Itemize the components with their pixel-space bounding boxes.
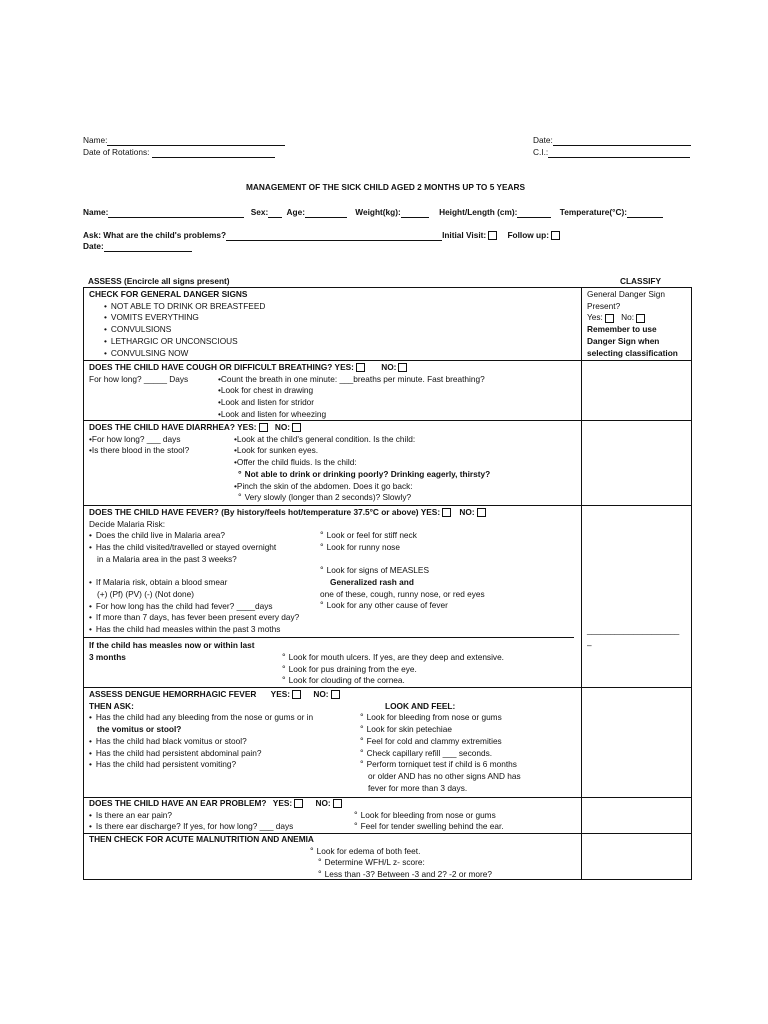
ear-looks [354, 810, 504, 833]
blood-smear-options: (+) (Pf) (PV) (-) (Not done) [97, 588, 195, 599]
fever-classify-dash: – [587, 640, 592, 650]
measles-look: ° Look for mouth ulcers. If yes, are they deep and extensive. [282, 652, 504, 664]
classify-text: General Danger Sign [587, 289, 665, 299]
ci-label: C.I.: [533, 147, 690, 158]
ear-no-checkbox[interactable] [333, 799, 342, 808]
danger-item: • CONVULSING NOW [104, 348, 265, 360]
malaria-risk: Decide Malaria Risk: [89, 518, 166, 529]
spacer [320, 553, 485, 565]
danger-title: CHECK FOR GENERAL DANGER SIGNS [89, 289, 248, 299]
ear-look: ° Look for bleeding from nose or gums [354, 810, 504, 822]
classify-text: selecting classification [587, 347, 678, 358]
row-divider [84, 687, 691, 688]
assess-header: ASSESS (Encircle all signs present) [88, 276, 230, 286]
name-blank[interactable] [107, 136, 285, 146]
temperature-blank[interactable] [627, 208, 663, 218]
dengue-section [89, 689, 340, 771]
cough-look: •Look and listen for stridor [218, 397, 315, 408]
diarrhea-look: •Offer the child fluids. Is the child: [234, 457, 357, 468]
dengue-no-checkbox[interactable] [331, 690, 340, 699]
dengue-look-feel: LOOK AND FEEL: [385, 700, 456, 711]
dengue-then-ask: THEN ASK: [89, 700, 134, 711]
ear-question: • Is there ear discharge? If yes, for how long? ___ days [89, 821, 342, 833]
dengue-question: • Has the child had any bleeding from the nose or gums or in [89, 712, 340, 724]
ear-question: • Is there an ear pain? [89, 810, 342, 822]
danger-yes-checkbox[interactable] [605, 314, 614, 323]
classify-text: Danger Sign when [587, 335, 660, 346]
malnutrition-look: ° Look for edema of both feet. [310, 846, 492, 858]
height-blank[interactable] [517, 208, 551, 218]
age-blank[interactable] [305, 208, 347, 218]
classify-text: Present? [587, 300, 621, 311]
diarrhea-yes-checkbox[interactable] [259, 423, 268, 432]
danger-item: • CONVULSIONS [104, 324, 265, 336]
date-label: Date: [533, 135, 691, 146]
malnutrition-look: ° Less than -3? Between -3 and 2? -2 or more? [318, 869, 492, 881]
cough-look: •Look and listen for wheezing [218, 408, 327, 419]
ear-yes-checkbox[interactable] [294, 799, 303, 808]
initial-visit-checkbox[interactable] [488, 231, 497, 240]
fever-question: • For how long has the child had fever? ____days [89, 601, 486, 613]
fever-question: • Has the child visited/travelled or stayed overnight [89, 542, 486, 554]
dengue-look: or older AND has no other signs AND has [368, 770, 521, 781]
diarrhea-look: •Look for sunken eyes. [234, 445, 319, 456]
assessment-table [83, 287, 692, 880]
fever-look: ° Look for any other cause of fever [320, 600, 485, 612]
cough-duration: For how long? _____ Days [89, 373, 189, 384]
malnutrition-title: THEN CHECK FOR ACUTE MALNUTRITION AND ANEMIA [89, 834, 314, 844]
row-divider [84, 360, 691, 361]
danger-classify [587, 289, 678, 359]
classify-text: Remember to use [587, 324, 657, 335]
cough-title: DOES THE CHILD HAVE COUGH OR DIFFICULT BREATHING? YES: NO: [89, 362, 407, 374]
fever-question: • Has the child had measles within the past 3 moths [89, 624, 486, 636]
fever-look: ° Look for signs of MEASLES [320, 565, 485, 577]
dengue-title: ASSESS DENGUE HEMORRHAGIC FEVER YES: NO: [89, 689, 340, 701]
diarrhea-question: •Is there blood in the stool? [89, 445, 190, 456]
danger-yes-no: Yes: No: [587, 312, 678, 324]
cough-count: •Count the breath in one minute: ___breaths per minute. Fast breathing? [218, 373, 485, 384]
diarrhea-no-checkbox[interactable] [292, 423, 301, 432]
fever-question: in a Malaria area in the past 3 weeks? [97, 553, 237, 564]
dengue-look: ° Perform torniquet test if child is 6 months [360, 759, 521, 771]
date-blank[interactable] [553, 136, 691, 146]
malnutrition-look: ° Determine WFH/L z- score: [318, 857, 492, 869]
fever-look: ° Look or feel for stiff neck [320, 530, 485, 542]
ear-title: DOES THE CHILD HAVE AN EAR PROBLEM? YES: NO: [89, 798, 342, 810]
name-label: Name: [83, 135, 285, 146]
diarrhea-look: •Look at the child's general condition. Is the child: [234, 433, 416, 444]
fever-classify-line[interactable]: ____________________ [587, 625, 680, 635]
fever-yes-checkbox[interactable] [442, 508, 451, 517]
fever-question: • If more than 7 days, has fever been present every day? [89, 612, 486, 624]
fever-no-checkbox[interactable] [477, 508, 486, 517]
malnutrition-section [89, 834, 314, 846]
visit-date-row: Date: [83, 241, 192, 252]
danger-item: • NOT ABLE TO DRINK OR BREASTFEED [104, 301, 265, 313]
cough-no-checkbox[interactable] [398, 363, 407, 372]
diarrhea-look: •Pinch the skin of the abdomen. Does it go back: [234, 480, 413, 491]
row-divider [84, 637, 574, 638]
follow-up-checkbox[interactable] [551, 231, 560, 240]
fever-question: • If Malaria risk, obtain a blood smear [89, 577, 486, 589]
ci-blank[interactable] [548, 148, 690, 158]
fever-look: one of these, cough, runny nose, or red eyes [320, 588, 485, 599]
visit-date-blank[interactable] [104, 242, 192, 252]
malnutrition-looks [310, 846, 492, 881]
cough-look: •Look for chest in drawing [218, 385, 314, 396]
danger-item: • VOMITS EVERYTHING [104, 312, 265, 324]
cough-looks [218, 374, 485, 421]
measles-look: ° Look for pus draining from the eye. [282, 664, 504, 676]
column-divider [581, 288, 582, 879]
patient-row: Name: Sex: Age: Weight(kg): Height/Length (cm): Temperature(°C): [83, 207, 663, 218]
fever-question: • Does the child live in Malaria area? [89, 530, 486, 542]
dengue-look: ° Look for skin petechiae [360, 724, 521, 736]
measles-look: ° Look for clouding of the cornea. [282, 675, 504, 687]
rotations-blank[interactable] [152, 148, 275, 158]
diarrhea-title: DOES THE CHILD HAVE DIARRHEA? YES: NO: [89, 422, 301, 434]
dengue-look: fever for more than 3 days. [368, 782, 468, 793]
measles-question-text: 3 months [89, 651, 126, 662]
measles-question-text: If the child has measles now or within last [89, 640, 255, 650]
dengue-look: ° Look for bleeding from nose or gums [360, 712, 521, 724]
fever-look: ° Look for runny nose [320, 542, 485, 554]
dengue-question: the vomitus or stool? [97, 724, 182, 735]
patient-name-blank[interactable] [108, 208, 244, 218]
dengue-yes-checkbox[interactable] [292, 690, 301, 699]
problems-blank[interactable] [226, 231, 442, 241]
cough-yes-checkbox[interactable] [356, 363, 365, 372]
dengue-look: ° Feel for cold and clammy extremities [360, 736, 521, 748]
measles-question [89, 640, 255, 663]
diarrhea-look: ° Not able to drink or drinking poorly? Drinking eagerly, thirsty? [238, 469, 490, 481]
row-divider [84, 505, 691, 506]
ear-section [89, 798, 342, 833]
measles-looks [282, 652, 504, 687]
rotations-label: Date of Rotations: [83, 147, 275, 158]
dengue-question: • Has the child had persistent abdominal pain? [89, 748, 340, 760]
weight-blank[interactable] [401, 208, 429, 218]
dengue-looks [360, 701, 521, 795]
diarrhea-looks [234, 434, 490, 504]
dengue-look: ° Check capillary refill ___ seconds. [360, 748, 521, 760]
classify-header: CLASSIFY [620, 276, 662, 286]
fever-look: Generalized rash and [330, 576, 414, 587]
danger-item: • LETHARGIC OR UNCONSCIOUS [104, 336, 265, 348]
danger-no-checkbox[interactable] [636, 314, 645, 323]
diarrhea-question: •For how long? ___ days [89, 433, 181, 444]
sex-blank[interactable] [268, 208, 282, 218]
ask-row: Ask: What are the child's problems? Initial Visit: Follow up: [83, 230, 560, 241]
fever-title: DOES THE CHILD HAVE FEVER? (By history/feels hot/temperature 37.5°C or above) YES: NO: [89, 507, 486, 519]
page-title: MANAGEMENT OF THE SICK CHILD AGED 2 MONTHS UP TO 5 YEARS [246, 182, 526, 192]
diarrhea-look: ° Very slowly (longer than 2 seconds)? Slowly? [238, 492, 490, 504]
dengue-question: • Has the child had black vomitus or stool? [89, 736, 340, 748]
danger-signs-section [89, 289, 265, 359]
fever-looks [320, 530, 485, 612]
ear-look: ° Feel for tender swelling behind the ear. [354, 821, 504, 833]
dengue-question: • Has the child had persistent vomiting? [89, 759, 340, 771]
